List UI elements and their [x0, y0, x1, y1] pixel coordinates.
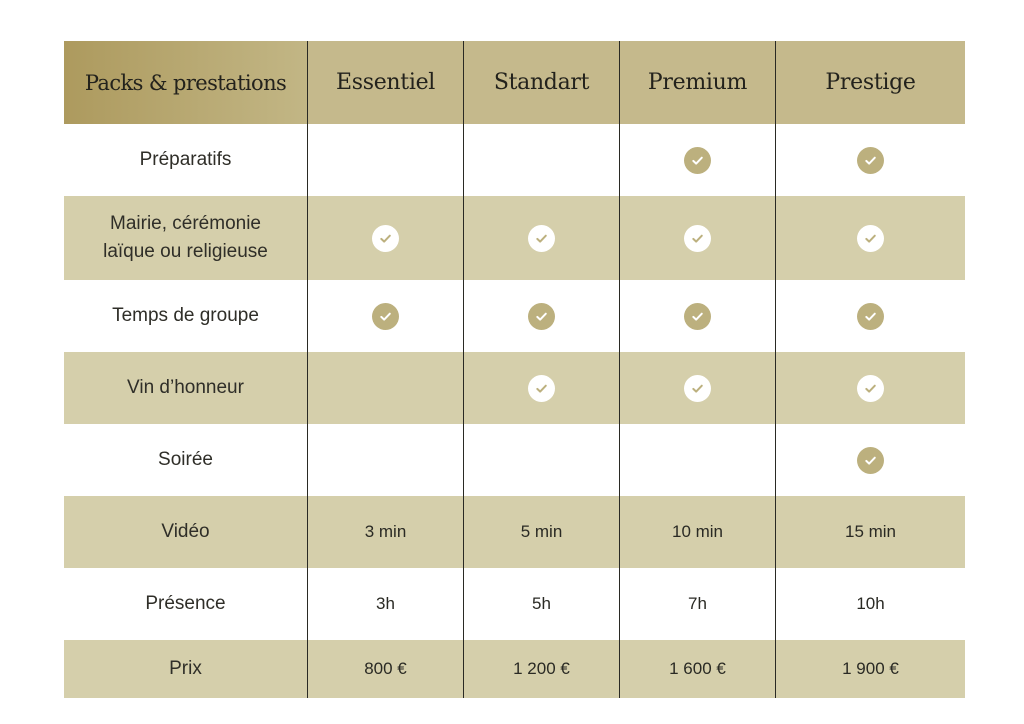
check-circle-icon — [857, 225, 884, 252]
header-standart: Standart — [463, 41, 619, 124]
value-text: 800 € — [364, 659, 407, 678]
cell-mairie-ceremonie-laique-ou-religieuse-standart — [463, 196, 619, 280]
cell-soiree-essentiel — [307, 424, 463, 496]
value-text: 10 min — [671, 522, 724, 541]
header-essentiel: Essentiel — [307, 41, 463, 124]
check-circle-icon — [684, 225, 711, 252]
cell-vin-d-honneur-prestige — [775, 352, 965, 424]
pricing-table — [64, 41, 965, 698]
cell-preparatifs-prestige — [775, 124, 965, 196]
value-text: 5h — [532, 594, 551, 613]
cell-prix-standart — [463, 640, 619, 698]
header-premium: Premium — [619, 41, 775, 124]
cell-prix-prestige — [775, 640, 965, 698]
check-circle-icon — [372, 303, 399, 330]
row-label-mairie-ceremonie-laique-ou-religieuse: Mairie, cérémonie laïque ou religieuse — [64, 196, 307, 280]
cell-video-premium — [619, 496, 775, 568]
cell-presence-standart — [463, 568, 619, 640]
cell-prix-premium — [619, 640, 775, 698]
value-text: 3 min — [364, 522, 407, 541]
row-label-soiree: Soirée — [64, 424, 307, 496]
row-label-presence: Présence — [64, 568, 307, 640]
cell-temps-de-groupe-prestige — [775, 280, 965, 352]
cell-mairie-ceremonie-laique-ou-religieuse-prestige — [775, 196, 965, 280]
value-text: 1 900 € — [842, 659, 899, 678]
value-text: 10h — [856, 594, 885, 613]
cell-video-essentiel — [307, 496, 463, 568]
check-circle-icon — [684, 303, 711, 330]
check-circle-icon — [857, 303, 884, 330]
cell-presence-essentiel — [307, 568, 463, 640]
value-text: 7h — [688, 594, 707, 613]
value-text: 3h — [376, 594, 395, 613]
cell-presence-premium — [619, 568, 775, 640]
cell-soiree-prestige — [775, 424, 965, 496]
value-text: 15 min — [844, 522, 897, 541]
check-circle-icon — [684, 375, 711, 402]
cell-soiree-premium — [619, 424, 775, 496]
row-label-temps-de-groupe: Temps de groupe — [64, 280, 307, 352]
cell-temps-de-groupe-premium — [619, 280, 775, 352]
check-circle-icon — [857, 447, 884, 474]
cell-video-standart — [463, 496, 619, 568]
row-label-vin-d-honneur: Vin d’honneur — [64, 352, 307, 424]
cell-video-prestige — [775, 496, 965, 568]
cell-temps-de-groupe-essentiel — [307, 280, 463, 352]
cell-presence-prestige — [775, 568, 965, 640]
check-circle-icon — [372, 225, 399, 252]
check-circle-icon — [857, 147, 884, 174]
check-circle-icon — [684, 147, 711, 174]
check-circle-icon — [528, 303, 555, 330]
cell-vin-d-honneur-essentiel — [307, 352, 463, 424]
row-label-preparatifs: Préparatifs — [64, 124, 307, 196]
cell-vin-d-honneur-standart — [463, 352, 619, 424]
check-circle-icon — [528, 375, 555, 402]
cell-mairie-ceremonie-laique-ou-religieuse-essentiel — [307, 196, 463, 280]
header-packs-prestations: Packs & prestations — [64, 41, 307, 124]
value-text: 1 200 € — [513, 659, 570, 678]
cell-prix-essentiel — [307, 640, 463, 698]
cell-preparatifs-premium — [619, 124, 775, 196]
value-text: 5 min — [520, 522, 563, 541]
cell-preparatifs-standart — [463, 124, 619, 196]
cell-vin-d-honneur-premium — [619, 352, 775, 424]
cell-soiree-standart — [463, 424, 619, 496]
cell-temps-de-groupe-standart — [463, 280, 619, 352]
cell-preparatifs-essentiel — [307, 124, 463, 196]
check-circle-icon — [857, 375, 884, 402]
cell-mairie-ceremonie-laique-ou-religieuse-premium — [619, 196, 775, 280]
value-text: 1 600 € — [669, 659, 726, 678]
header-prestige: Prestige — [775, 41, 965, 124]
check-circle-icon — [528, 225, 555, 252]
row-label-prix: Prix — [64, 640, 307, 698]
row-label-video: Vidéo — [64, 496, 307, 568]
